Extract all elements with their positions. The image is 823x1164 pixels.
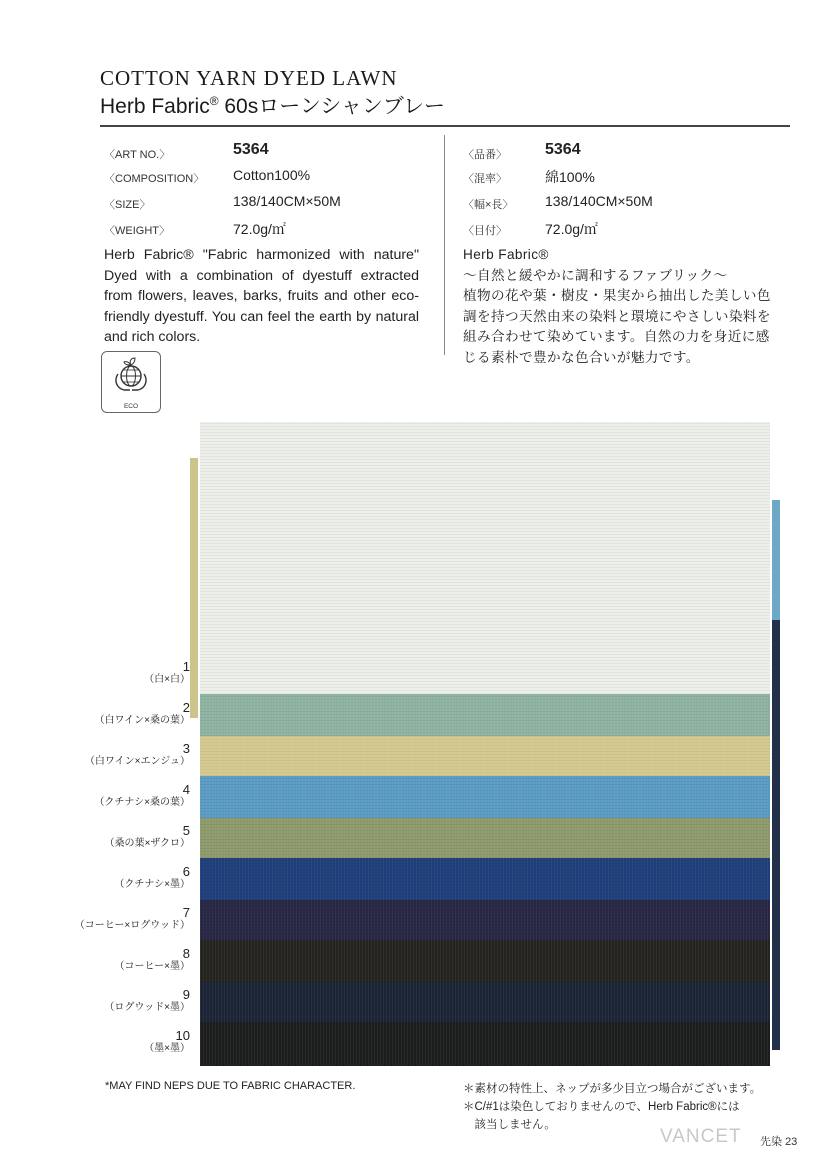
spec-value-konritsu: 綿100% [545,169,595,185]
swatch-number: 7 [182,905,190,920]
swatch-name: （白ワイン×エンジュ） [84,756,190,767]
swatch-2 [200,694,770,736]
swatch-name: （コーヒー×ログウッド） [74,920,190,931]
spec-label-konritsu: 〈混率〉 [463,173,507,185]
swatch-label-7 [75,906,190,932]
description-japanese: Herb Fabric® 〜自然と緩やかに調和するファブリック〜 植物の花や葉・樹皮・果実から抽出した美しい色 調を持つ天然由来の染料と環境にやさしい染料を 組み合わせて染めています。自然の力を身近に感 じる素朴で豊かな色合いが魅力です。 [463,247,771,365]
swatch-edge-left [190,458,198,718]
swatch-4 [200,776,770,818]
swatch-name: （コーヒー×墨） [114,961,190,972]
title-japanese [100,90,445,120]
spec-value-composition: Cotton100% [233,167,311,183]
footer-note-english: *MAY FIND NEPS DUE TO FABRIC CHARACTER. [105,1080,356,1092]
swatch-number: 6 [182,864,190,879]
spec-label-art-no: 〈ART NO.〉 [104,149,171,161]
swatch-label-2 [94,701,190,727]
swatch-name: （桑の葉×ザクロ） [104,838,190,849]
swatch-3 [200,736,770,776]
swatch-number: 1 [182,659,190,674]
swatch-10 [200,1022,770,1066]
swatch-7 [200,900,770,940]
spec-label-weight: 〈WEIGHT〉 [104,225,170,237]
footer-note-japanese: ＊素材の特性上、ネップが多少目立つ場合がございます。 ＊C/#1は染色しておりませんので、Herb Fabric®には 該当しません。 [463,1083,762,1131]
title-english: COTTON YARN DYED LAWN [100,66,398,90]
swatch-label-9 [104,988,190,1014]
eco-badge [101,351,161,413]
page-number: 23 [785,1136,798,1148]
page-meta [760,1133,797,1149]
spec-value-hinban: 5364 [545,141,581,158]
title-brand: Herb Fabric [100,95,210,118]
globe-hands-icon [102,352,160,400]
swatch-label-1 [144,660,190,686]
swatch-name: （クチナシ×墨） [114,879,190,890]
spec-value-haba: 138/140CM×50M [545,193,653,209]
spec-value-metsuke: 72.0g/㎡ [545,221,598,237]
eco-label: ECO [123,403,139,410]
swatch-number: 10 [175,1028,190,1043]
spec-value-weight: 72.0g/㎡ [233,221,286,237]
fabric-swatch-card [190,380,785,1072]
spec-value-size: 138/140CM×50M [233,193,341,209]
swatch-label-6 [114,865,190,891]
column-divider [444,135,445,355]
swatch-number: 4 [182,782,190,797]
header-divider [100,125,790,127]
swatch-edge-right-dark [772,620,780,1050]
swatch-name: （ログウッド×墨） [104,1002,190,1013]
registered-mark: ® [209,94,219,108]
swatch-9 [200,982,770,1022]
swatch-number: 3 [182,741,190,756]
swatch-name: （クチナシ×桑の葉） [94,797,190,808]
swatch-label-5 [105,824,190,850]
title-product: 60sローンシャンブレー [218,95,446,118]
description-english: Herb Fabric® "Fabric harmonized with nature" Dyed with a combination of dyestuff extracted from flowers, leaves, barks, fruits and other eco-friendly dyestuff. You can feel the earth by natural and rich colors. [104,247,419,345]
swatch-name: （白×白） [144,674,190,685]
swatch-name: （墨×墨） [144,1043,190,1054]
spec-label-haba: 〈幅×長〉 [463,199,514,211]
swatch-label-4 [94,783,190,809]
swatch-6 [200,858,770,900]
spec-label-composition: 〈COMPOSITION〉 [104,173,205,185]
swatch-label-8 [115,947,190,973]
swatch-5 [200,818,770,858]
swatch-name: （白ワイン×桑の葉） [94,715,190,726]
brand-logo: VANCET [660,1126,742,1147]
spec-label-size: 〈SIZE〉 [104,199,151,211]
swatch-number: 2 [182,700,190,715]
spec-label-hinban: 〈品番〉 [463,149,507,161]
swatch-number: 9 [182,987,190,1002]
spec-label-metsuke: 〈目付〉 [463,225,507,237]
swatch-edge-right [772,500,780,620]
swatch-label-3 [85,742,190,768]
swatch-8 [200,940,770,982]
swatch-number: 8 [182,946,190,961]
swatch-1 [200,422,770,694]
swatch-number: 5 [182,823,190,838]
category-label: 先染 [760,1136,782,1148]
swatch-label-10 [144,1029,190,1055]
spec-value-art-no: 5364 [233,141,269,158]
